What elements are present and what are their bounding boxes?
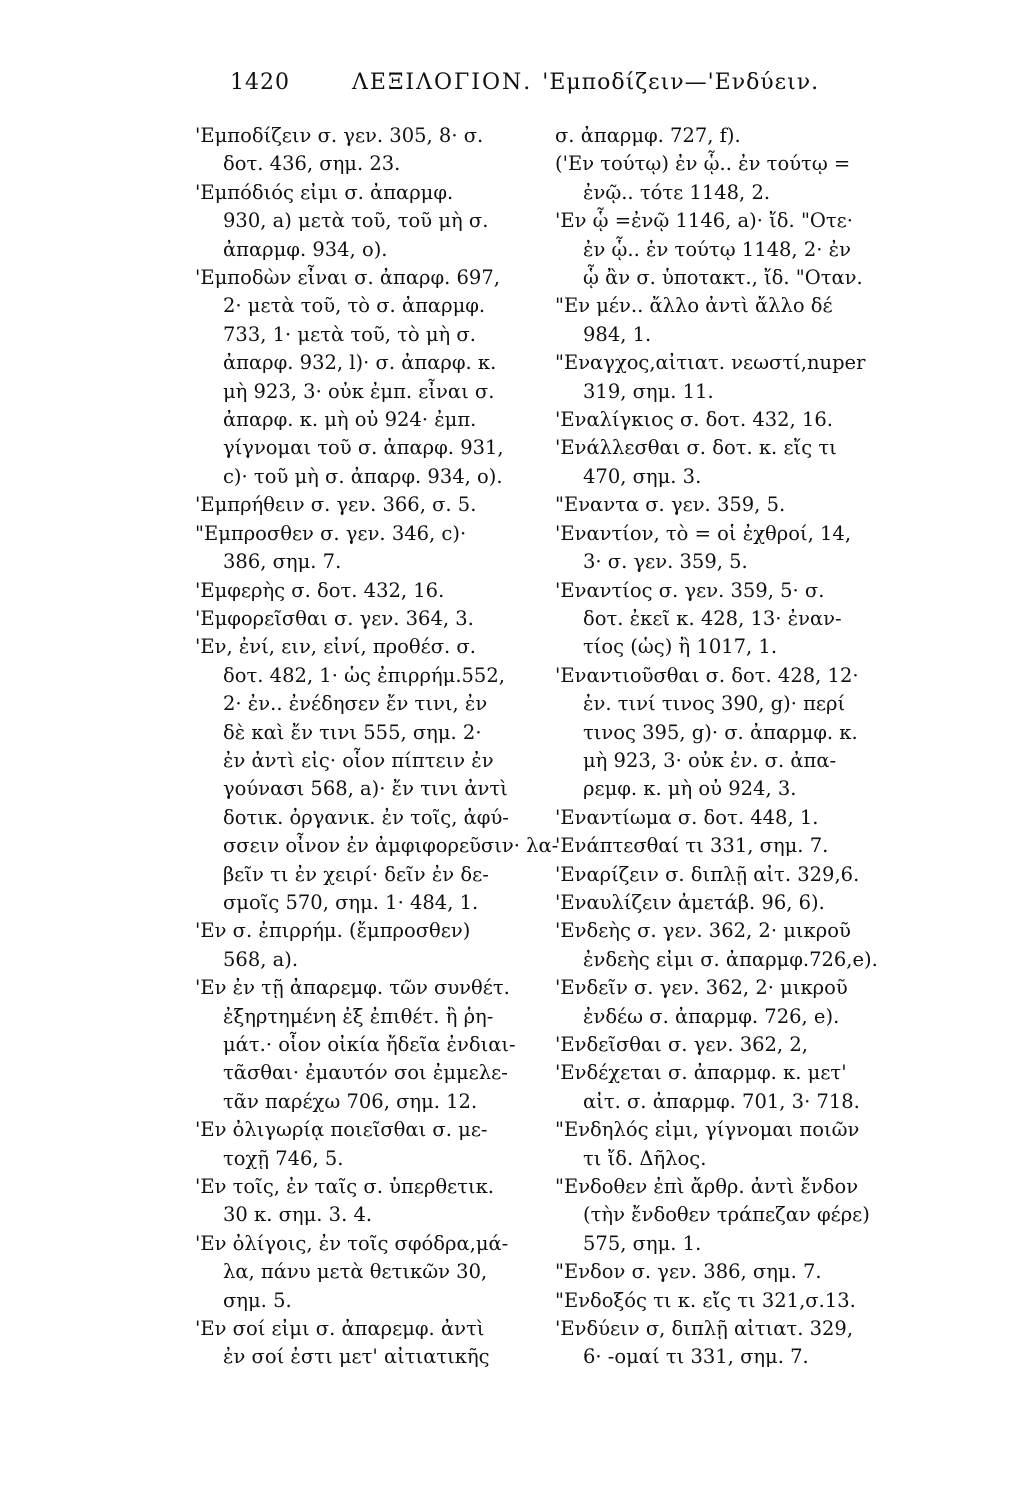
dictionary-entry [555,122,915,150]
entry-line: 'Ενδεὴς σ. γεν. 362, 2· μικροῦ [555,919,851,943]
dictionary-entry [555,349,915,406]
entry-line: ἐν. τινί τινος 390, g)· περί [583,692,846,716]
entry-line: γίγνομαι τοῦ σ. ἀπαρφ. 931, [223,436,504,460]
entry-line: αἰτ. σ. ἀπαρμφ. 701, 3· 718. [583,1089,860,1113]
entry-line: 319, σημ. 11. [583,379,714,403]
entry-line: 'Εναρίζειν σ. διπλῇ αἰτ. 329,6. [555,862,860,886]
entry-line: τᾶν παρέχω 706, σημ. 12. [223,1089,478,1113]
entry-line: ἐν ᾧ.. ἐν τούτῳ 1148, 2· ἐν [583,237,851,261]
entry-line: 'Εμπρήθειν σ. γεν. 366, σ. 5. [195,493,477,517]
entry-line: 'Εν ἐν τῇ ἀπαρεμφ. τῶν συνθέτ. [195,976,510,1000]
dictionary-entry [555,1173,915,1258]
entry-line: γούνασι 568, a)· ἔν τινι ἀντὶ [223,777,508,801]
entry-range: 'Εμποδίζειν—'Ενδύειν. [542,70,820,95]
dictionary-entry [555,491,915,519]
entry-line: ἐνδέω σ. ἀπαρμφ. 726, e). [583,1004,840,1028]
entry-line: 470, σημ. 3. [583,464,702,488]
entry-line: 'Ενδέχεται σ. ἀπαρμφ. κ. μετ' [555,1061,847,1085]
dictionary-entry [555,917,915,974]
left-column [195,122,559,1372]
dictionary-entry [555,577,915,662]
entry-line: τοχῇ 746, 5. [223,1146,344,1170]
entry-line: ἐν ἀντὶ εἰς· οἷον πίπτειν ἐν [223,748,494,772]
dictionary-entry [195,1230,540,1315]
entry-line: λα, πάνυ μετὰ θετικῶν 30, [223,1260,488,1284]
entry-line: 930, a) μετὰ τοῦ, τοῦ μὴ σ. [223,209,489,233]
dictionary-entry [195,122,540,179]
entry-line: 386, σημ. 7. [223,550,342,574]
entry-line: 'Εναυλίζειν ἀμετάβ. 96, 6). [555,890,825,914]
dictionary-entry [555,889,915,917]
dictionary-entry [195,1315,540,1372]
dictionary-entry [195,917,540,974]
dictionary-entry [555,1315,915,1372]
entry-line: 'Εναντίος σ. γεν. 359, 5· σ. [555,578,825,602]
dictionary-entry [555,1287,915,1315]
entry-line: 'Ενδεῖν σ. γεν. 362, 2· μικροῦ [555,976,848,1000]
entry-line: μάτ.· οἷον οἰκία ἤδεῖα ἐνδιαι- [223,1033,516,1056]
dictionary-entry [195,179,540,264]
entry-line: 'Εμποδὼν εἶναι σ. ἀπαρφ. 697, [195,266,500,290]
entry-line: 'Εν ὀλιγωρίᾳ ποιεῖσθαι σ. με- [195,1118,488,1142]
dictionary-entry [195,605,540,633]
entry-line: δὲ καὶ ἔν τινι 555, σημ. 2· [223,720,482,744]
entry-line: δοτικ. ὀργανικ. ἐν τοῖς, ἀφύ- [223,805,509,829]
entry-line: τᾶσθαι· ἐμαυτόν σοι ἐμμελε- [223,1061,508,1085]
entry-line: "Εναντα σ. γεν. 359, 5. [555,493,786,517]
entry-line: 'Εν ὀλίγοις, ἐν τοῖς σφόδρα,μά- [195,1231,509,1255]
dictionary-entry [555,832,915,860]
entry-line: 3· σ. γεν. 359, 5. [583,550,748,574]
entry-line: "Εναγχος,αἰτιατ. νεωστί,nuper [555,351,866,375]
right-column [555,122,915,1372]
entry-line: 'Εν σοί εἰμι σ. ἀπαρεμφ. ἀντὶ [195,1317,485,1341]
entry-line: τίος (ὡς) ἢ 1017, 1. [583,635,778,659]
page-header [230,70,990,110]
dictionary-entry [555,1258,915,1286]
entry-line: 'Ενάπτεσθαί τι 331, σημ. 7. [555,834,829,858]
entry-line: δοτ. ἐκεῖ κ. 428, 13· ἐναν- [583,606,842,630]
dictionary-entry [195,1116,540,1173]
entry-line: δοτ. 436, σημ. 23. [223,152,401,176]
entry-line: 2· ἐν.. ἐνέδησεν ἔν τινι, ἐν [223,692,488,716]
dictionary-entry [195,520,540,577]
entry-line: "Εμπροσθεν σ. γεν. 346, c)· [195,521,467,545]
entry-line: "Ενδοξός τι κ. εἴς τι 321,σ.13. [555,1288,856,1312]
entry-line: σμοῖς 570, σημ. 1· 484, 1. [223,890,479,914]
entry-line: ἐνδεὴς εἰμι σ. ἀπαρμφ.726,e). [583,947,878,971]
dictionary-entry [555,292,915,349]
dictionary-entry [195,491,540,519]
entry-line: ἐνῷ.. τότε 1148, 2. [583,180,771,204]
entry-line: 'Ενάλλεσθαι σ. δοτ. κ. εἴς τι [555,436,837,460]
entry-line: σημ. 5. [223,1288,292,1312]
dictionary-entry [555,207,915,292]
entry-line: c)· τοῦ μὴ σ. ἀπαρφ. 934, o). [223,464,503,488]
entry-line: 'Εν σ. ἐπιρρήμ. (ἔμπροσθεν) [195,919,471,943]
dictionary-entry [555,974,915,1031]
entry-line: βεῖν τι ἐν χειρί· δεῖν ἐν δε- [223,862,489,886]
entry-line: τι ἴδ. Δῆλος. [583,1146,707,1170]
entry-line: σσειν οἶνον ἐν ἀμφιφορεῦσιν· λα- [223,834,559,858]
entry-line: 575, σημ. 1. [583,1231,702,1255]
entry-line: 'Ενδύειν σ, διπλῇ αἰτιατ. 329, [555,1317,854,1341]
entry-line: μὴ 923, 3· οὐκ ἐμπ. εἶναι σ. [223,379,495,403]
dictionary-entry [555,520,915,577]
entry-line: ἐν σοί ἐστι μετ' αἰτιατικῆς [223,1345,490,1369]
dictionary-entry [195,264,540,491]
entry-line: ἀπαρφ. κ. μὴ οὐ 924· ἐμπ. [223,408,477,432]
entry-line: 6· -ομαί τι 331, σημ. 7. [583,1345,809,1369]
dictionary-entry [555,1031,915,1059]
dictionary-entry [195,633,559,917]
entry-line: 'Εμποδίζειν σ. γεν. 305, 8· σ. [195,124,484,147]
entry-line: ᾧ ἂν σ. ὑποτακτ., ἴδ. "Οταν. [583,266,863,290]
entry-line: σ. ἀπαρμφ. 727, f). [555,124,741,147]
entry-line: 30 κ. σημ. 3. 4. [223,1203,373,1227]
entry-line: μὴ 923, 3· οὐκ ἐν. σ. ἀπα- [583,748,837,772]
entry-line: 'Εμφορεῖσθαι σ. γεν. 364, 3. [195,606,474,630]
dictionary-entry [555,662,915,804]
entry-line: ρεμφ. κ. μὴ οὐ 924, 3. [583,777,797,801]
dictionary-entry [555,434,915,491]
entry-line: "Ενδηλός εἰμι, γίγνομαι ποιῶν [555,1118,860,1142]
entry-line: ἀπαρφ. 932, l)· σ. ἀπαρφ. κ. [223,351,497,375]
dictionary-entry [195,577,540,605]
entry-line: 'Εναλίγκιος σ. δοτ. 432, 16. [555,408,833,432]
entry-line: 'Εναντίωμα σ. δοτ. 448, 1. [555,805,819,829]
entry-line: (τὴν ἔνδοθεν τράπεζαν φέρε) [583,1203,870,1227]
page-number: 1420 [230,70,290,95]
dictionary-entry [195,1173,540,1230]
entry-line: δοτ. 482, 1· ὡς ἐπιρρήμ.552, [223,663,505,687]
entry-line: 'Ενδεῖσθαι σ. γεν. 362, 2, [555,1033,808,1056]
entry-line: 'Εμφερὴς σ. δοτ. 432, 16. [195,578,445,602]
dictionary-entry [555,861,915,889]
dictionary-entry [555,406,915,434]
entry-line: ('Εν τούτῳ) ἐν ᾧ.. ἐν τούτῳ = [555,152,851,176]
entry-line: ἀπαρμφ. 934, o). [223,237,388,261]
entry-line: 'Εναντίον, τὸ = οἱ ἐχθροί, 14, [555,521,852,545]
entry-line: ἐξηρτημένη ἐξ ἐπιθέτ. ἢ ῥη- [223,1004,494,1028]
entry-line: τινος 395, g)· σ. ἀπαρμφ. κ. [583,720,858,744]
entry-line: 'Εν τοῖς, ἐν ταῖς σ. ὑπερθετικ. [195,1175,494,1199]
entry-line: "Εν μέν.. ἄλλο ἀντὶ ἄλλο δέ [555,294,833,318]
dictionary-entry [555,150,915,207]
dictionary-entry [555,1059,915,1116]
entry-line: 733, 1· μετὰ τοῦ, τὸ μὴ σ. [223,322,476,346]
page-title: ΛΕΞΙΛΟΓΙΟΝ. [352,70,533,95]
entry-line: 'Εμπόδιός εἰμι σ. ἀπαρμφ. [195,180,454,204]
entry-line: 568, a). [223,947,299,971]
dictionary-entry [195,974,540,1116]
entry-line: "Ενδον σ. γεν. 386, σημ. 7. [555,1260,822,1284]
entry-line: 'Εν ᾧ =ἐνῷ 1146, a)· ἴδ. "Οτε· [555,209,853,233]
entry-line: 'Εν, ἐνί, ειν, εἰνί, προθέσ. σ. [195,635,476,659]
dictionary-entry [555,1116,915,1173]
entry-line: 'Εναντιοῦσθαι σ. δοτ. 428, 12· [555,663,859,687]
entry-line: "Ενδοθεν ἐπὶ ἄρθρ. ἀντὶ ἔνδον [555,1175,859,1199]
entry-line: 2· μετὰ τοῦ, τὸ σ. ἀπαρμφ. [223,294,486,318]
entry-line: 984, 1. [583,322,652,346]
dictionary-entry [555,804,915,832]
